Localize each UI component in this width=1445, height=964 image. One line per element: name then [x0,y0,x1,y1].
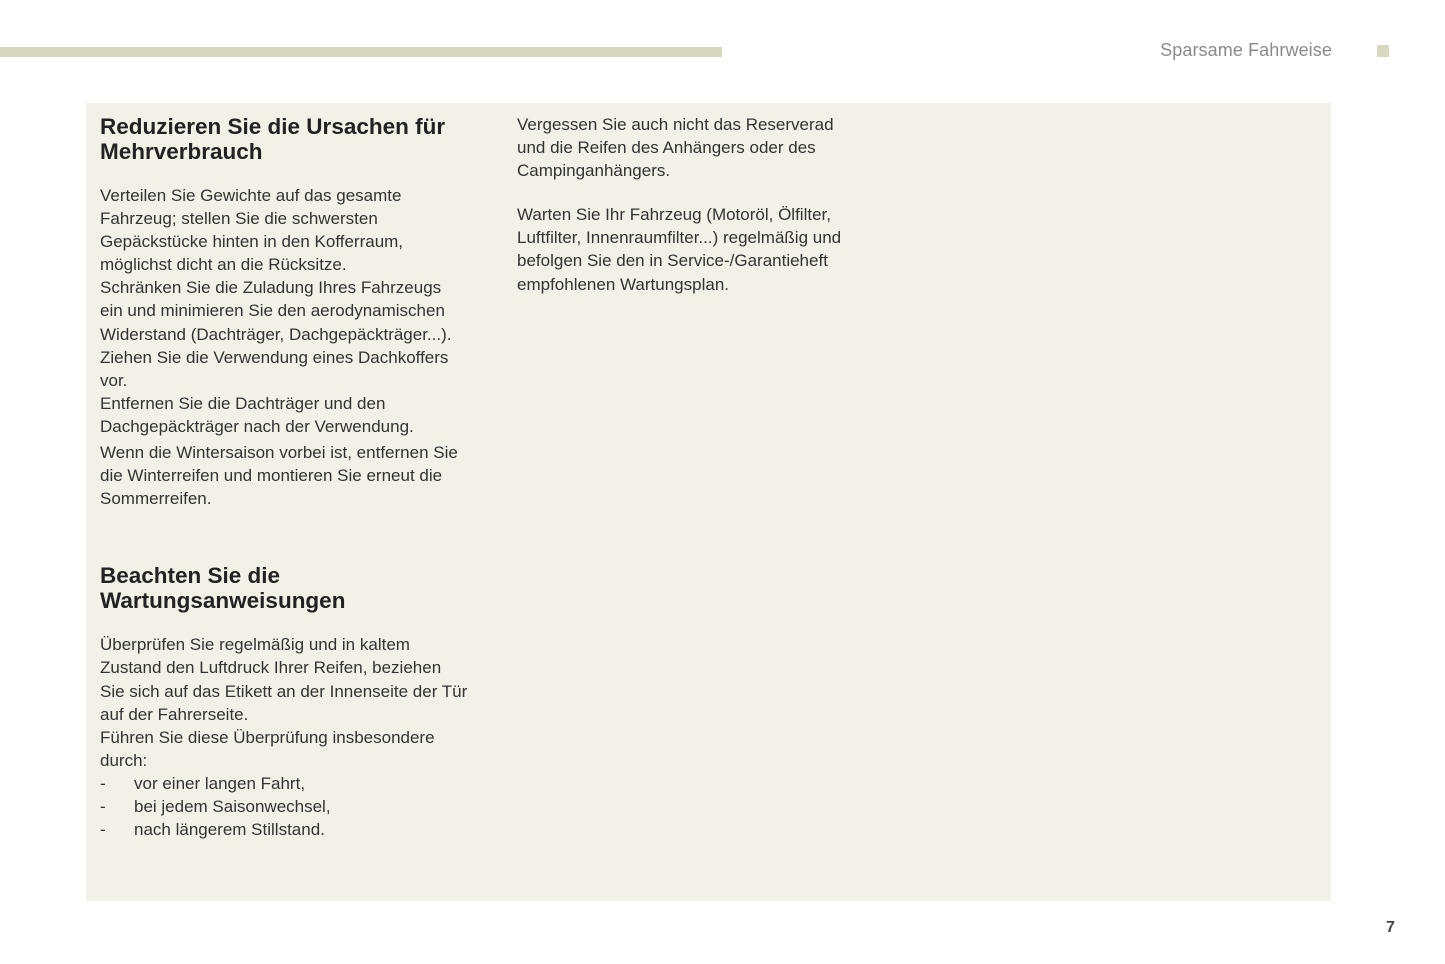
dash-bullet: - [100,773,106,793]
heading-line: Reduzieren Sie die Ursachen für [100,114,446,139]
list-item: - bei jedem Saisonwechsel, [100,795,495,818]
heading-line: Mehrverbrauch [100,138,263,164]
body-paragraph: Warten Sie Ihr Fahrzeug (Motoröl, Ölfilter, Luftfilter, Innenraumfilter...) regelmäßig und befolgen Sie den in Service-/Garantieheft empfohlenen Wartungsplan. [517,205,842,294]
left-column [100,113,495,841]
page-number: 7 [1386,919,1395,936]
dash-bullet: - [100,796,106,816]
body-paragraph: Verteilen Sie Gewichte auf das gesamte Fahrzeug; stellen Sie die schwersten Gepäckstücke hinten in den Kofferraum, möglichst dicht an die Rücksitze. Schränken Sie die Zuladung Ihres Fahrzeugs ein und minimieren Sie den aerodynamischen Widerstand (Dachträger, Dachgepäckträger...). Ziehen Sie die Verwendung eines Dachkoffers vor. Entfernen Sie die Dachträger und den Dachgepäckträger nach der Verwendung. [100,186,452,436]
section-maintenance [100,564,495,841]
body-paragraph: Wenn die Wintersaison vorbei ist, entfernen Sie die Winterreifen und montieren Sie erneut die Sommerreifen. [100,443,458,509]
right-column [517,113,877,296]
dash-bullet: - [100,820,106,840]
heading-line: Wartungsanweisungen [100,587,346,613]
body-paragraph: Vergessen Sie auch nicht das Reserverad und die Reifen des Anhängers oder des Campinganhängers. [517,115,834,181]
list-item: - nach längerem Stillstand. [100,818,495,841]
header-accent-bar [0,47,722,57]
checklist [100,772,495,841]
list-item: - vor einer langen Fahrt, [100,772,495,795]
section-reduce-consumption [100,115,495,510]
body-paragraph: Überprüfen Sie regelmäßig und in kaltem Zustand den Luftdruck Ihrer Reifen, beziehen Sie sich auf das Etikett an der Innenseite der Tür auf der Fahrerseite. Führen Sie diese Überprüfung insbesondere durch: [100,635,468,770]
header-square-icon [1377,45,1389,57]
page-section-title: Sparsame Fahrweise [1160,40,1332,60]
section-heading [100,564,495,613]
section-heading [100,115,495,164]
heading-line: Beachten Sie die [100,563,281,589]
